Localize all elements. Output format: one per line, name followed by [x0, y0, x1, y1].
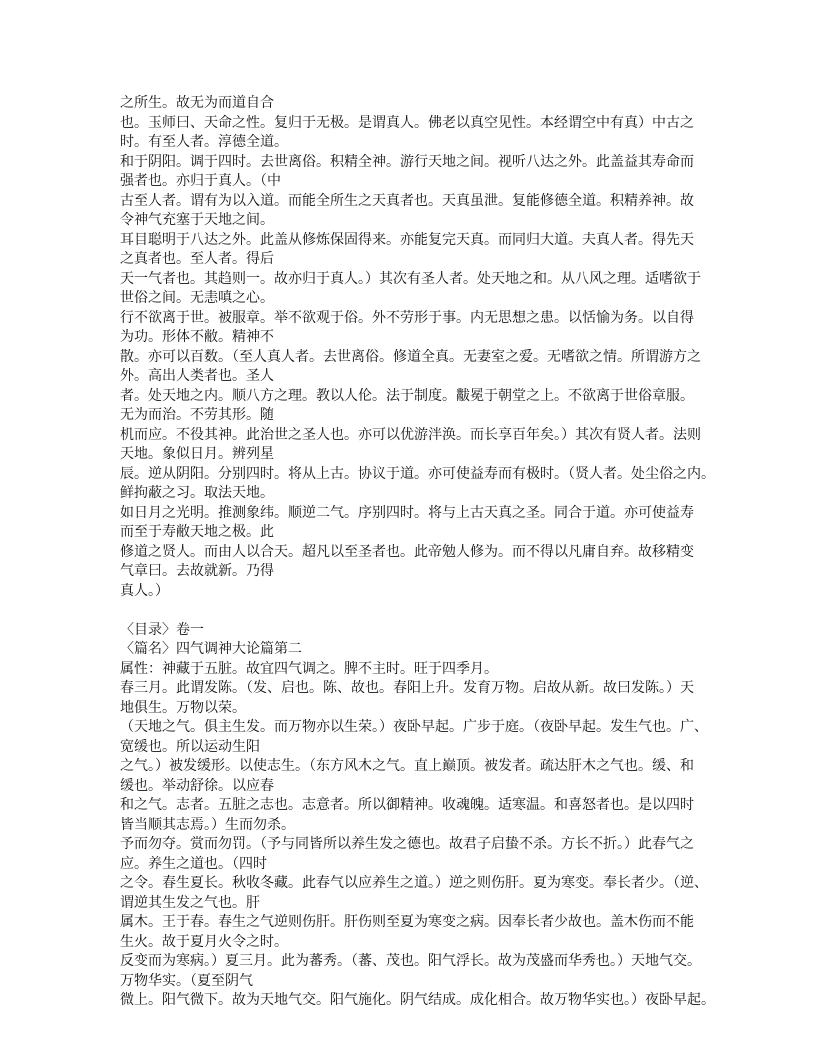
- text-line: 谓逆其生发之气也。肝: [120, 894, 260, 911]
- text-line: 耳目聪明于八达之外。此盖从修炼保固得来。亦能复完天真。而同归大道。夫真人者。得先天: [120, 231, 694, 248]
- document-body: [120, 94, 720, 1011]
- text-line: 气章曰。去故就新。乃得: [120, 563, 274, 579]
- text-line: 外。高出人类者也。圣人: [120, 368, 274, 384]
- text-line: 地俱生。万物以荣。: [120, 699, 246, 716]
- text-line: 微上。阳气微下。故为天地气交。阳气施化。阴气结成。成化相合。故万物华实也。）夜卧早起。: [120, 992, 715, 1008]
- text-line: 天地。象似日月。辨列星: [120, 446, 274, 462]
- text-line: 令神气充塞于天地之间。: [120, 212, 274, 228]
- blank-line: [120, 601, 720, 621]
- text-line: 宽缓也。所以运动生阳: [120, 738, 260, 755]
- text-line: 鲜拘蔽之习。取法天地。: [120, 485, 274, 501]
- text-line: 〈篇名〉四气调神大论篇第二: [120, 641, 302, 657]
- text-line: 和之气。志者。五脏之志也。志意者。所以御精神。收魂魄。适寒温。和喜怒者也。是以四时: [120, 797, 694, 813]
- text-line: 皆当顺其志焉。）生而勿杀。: [120, 816, 295, 833]
- text-line: （天地之气。俱主生发。而万物亦以生荣。）夜卧早起。广步于庭。（夜卧早起。发生气也。广、: [120, 719, 708, 735]
- text-line: 属性：神藏于五脏。故宜四气调之。脾不主时。旺于四季月。: [120, 660, 498, 677]
- text-line: 古至人者。谓有为以入道。而能全所生之天真者也。天真虽泄。复能修德全道。积精养神。故: [120, 192, 694, 209]
- text-line: 天一气者也。其趋则一。故亦归于真人。）其次有圣人者。处天地之和。从八风之理。适嗜欲于: [120, 270, 701, 287]
- text-line: 无为而治。不劳其形。随: [120, 407, 274, 423]
- text-line: 属木。王于春。春生之气逆则伤肝。肝伤则至夏为寒变之病。因奉长者少故也。盖木伤而不能: [120, 914, 694, 930]
- text-line: 者。处天地之内。顺八方之理。教以人伦。法于制度。黻冕于朝堂之上。不欲离于世俗章服。: [120, 387, 694, 404]
- text-line: 生火。故于夏月火令之时。: [120, 933, 288, 950]
- text-line: 真人。）: [120, 582, 169, 599]
- text-line: 而至于寿敝天地之极。此: [120, 524, 274, 540]
- text-line: 时。有至人者。淳德全道。: [120, 134, 288, 150]
- text-line: 和于阴阳。调于四时。去世离俗。积精全神。游行天地之间。视听八达之外。此盖益其寿命而: [120, 153, 694, 170]
- text-line: 之气。）被发缓形。以使志生。（东方风木之气。直上巅顶。被发者。疏达肝木之气也。缓、和: [120, 758, 694, 774]
- text-line: 春三月。此谓发陈。（发、启也。陈、故也。春阳上升。发育万物。启故从新。故曰发陈。）天: [120, 680, 694, 696]
- text-line: 之真者也。至人者。得后: [120, 251, 274, 267]
- text-line: 世俗之间。无恚嗔之心。: [120, 290, 274, 306]
- text-line: 如日月之光明。推测象纬。顺逆二气。序别四时。将与上古天真之圣。同合于道。亦可使益寿: [120, 504, 694, 521]
- text-line: 也。玉师曰、天命之性。复归于无极。是谓真人。佛老以真空见性。本经谓空中有真）中古之: [120, 114, 694, 131]
- text-line: 修道之贤人。而由人以合天。超凡以至圣者也。此帝勉人修为。而不得以凡庸自弃。故移精变: [120, 543, 694, 560]
- text-line: 〈目录〉卷一: [120, 621, 204, 638]
- text-line: 反变而为寒病。）夏三月。此为蕃秀。（蕃、茂也。阳气浮长。故为茂盛而华秀也。）天地气交。: [120, 953, 701, 969]
- text-line: 强者也。亦归于真人。（中: [120, 173, 281, 189]
- text-line: 行不欲离于世。被服章。举不欲观于俗。外不劳形于事。内无思想之患。以恬愉为务。以自得: [120, 309, 694, 326]
- text-line: 缓也。举动舒徐。以应春: [120, 777, 274, 794]
- text-line: 予而勿夺。赏而勿罚。（予与同皆所以养生发之德也。故君子启蛰不杀。方长不折。）此春气之: [120, 836, 694, 852]
- text-line: 散。亦可以百数。（至人真人者。去世离俗。修道全真。无妻室之爱。无嗜欲之情。所谓游方之: [120, 348, 701, 365]
- text-line: 应。养生之道也。（四时: [120, 855, 267, 872]
- text-line: 万物华实。（夏至阴气: [120, 972, 253, 989]
- text-line: 之所生。故无为而道自合: [120, 95, 274, 111]
- text-line: 辰。逆从阴阳。分别四时。将从上古。协议于道。亦可使益寿而有极时。（贤人者。处尘俗之内。: [120, 465, 715, 482]
- text-line: 为功。形体不敝。精神不: [120, 329, 274, 345]
- text-line: 机而应。不役其神。此治世之圣人也。亦可以优游泮涣。而长享百年矣。）其次有贤人者。法则: [120, 426, 701, 443]
- text-line: 之令。春生夏长。秋收冬藏。此春气以应养生之道。）逆之则伤肝。夏为寒变。奉长者少。（逆、: [120, 875, 708, 891]
